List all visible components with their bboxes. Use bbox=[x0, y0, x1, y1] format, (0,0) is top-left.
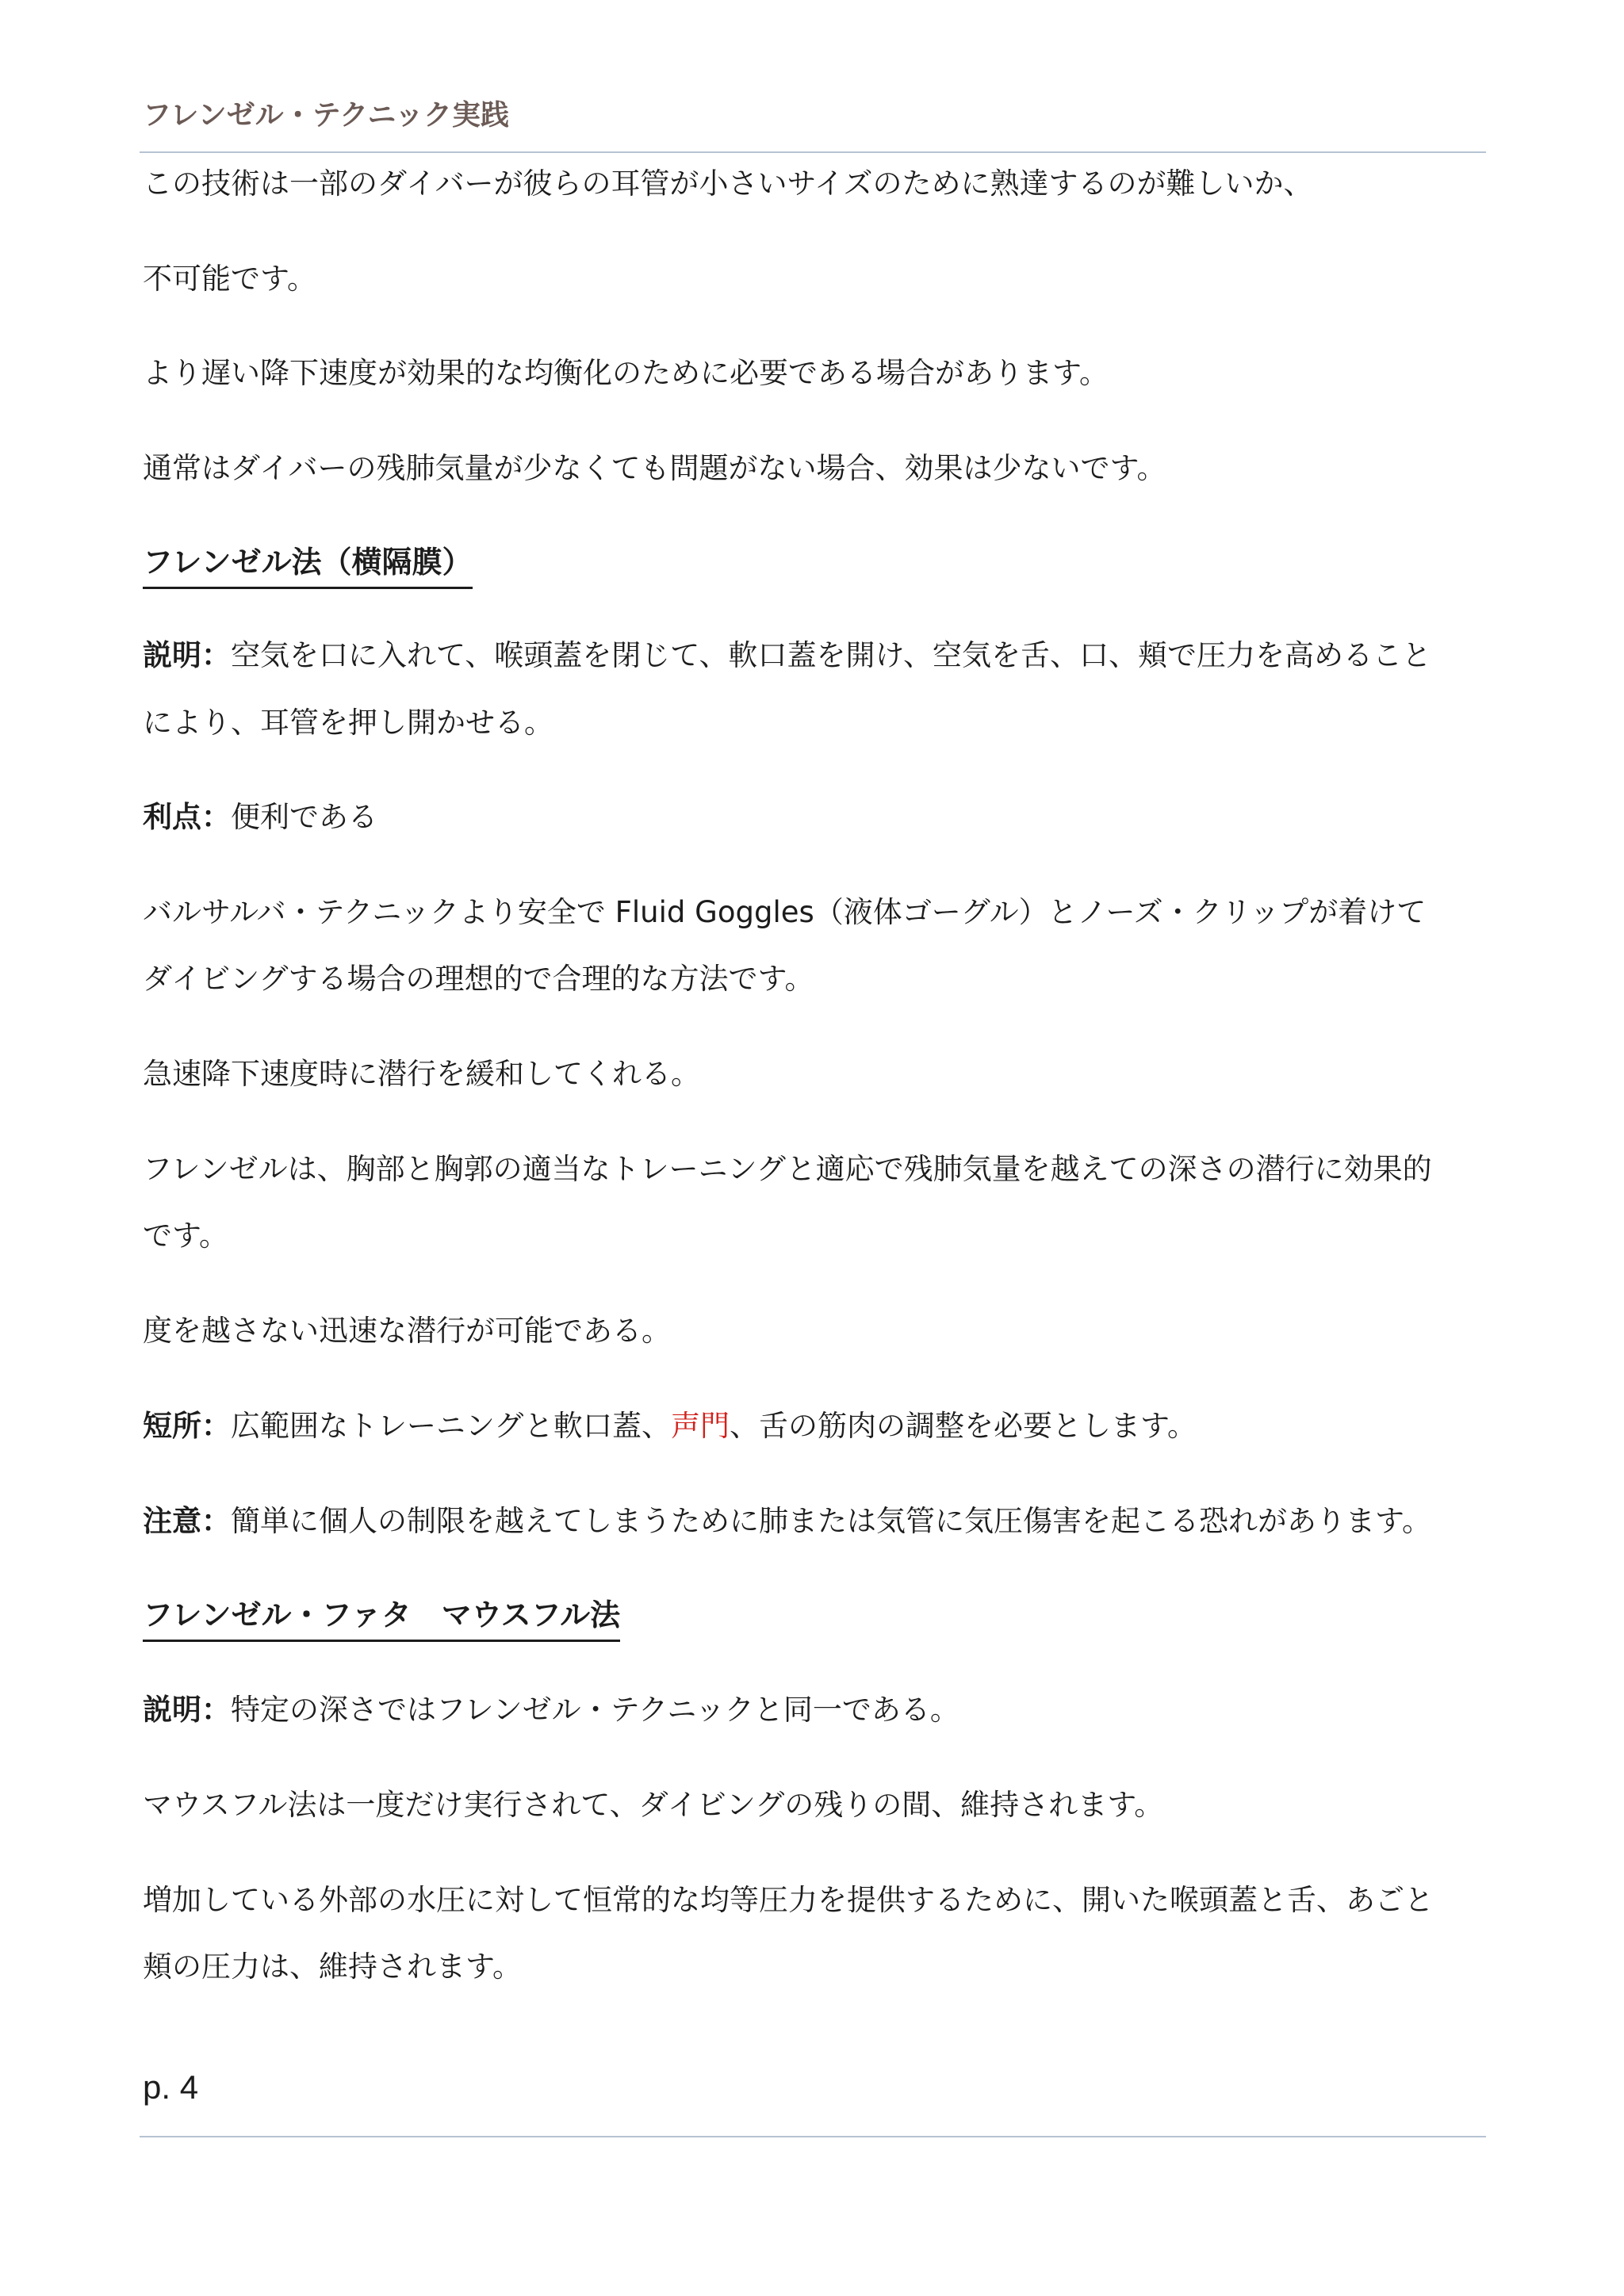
frenzel-paragraph-3-line-2: です。 bbox=[143, 1219, 229, 1253]
section-heading-mouthfill: フレンゼル・ファタ マウスフル法 bbox=[143, 1600, 620, 1642]
mouthfill-paragraph-2-line-1: 増加している外部の水圧に対して恒常的な均等圧力を提供するために、開いた喉頭蓋と舌、あごと bbox=[143, 1883, 1434, 1917]
mouthfill-paragraph-2-line-2: 頬の圧力は、維持されます。 bbox=[143, 1950, 523, 1984]
intro-line-2: 不可能です。 bbox=[143, 262, 317, 296]
caution-label: 注意： bbox=[143, 1504, 231, 1538]
frenzel-disadvantage bbox=[143, 1411, 1197, 1441]
frenzel-advantage bbox=[143, 802, 377, 832]
intro-line-4: 通常はダイバーの残肺気量が少なくても問題がない場合、効果は少ないです。 bbox=[143, 451, 1166, 485]
description-text: 特定の深さではフレンゼル・テクニックと同一である。 bbox=[231, 1693, 959, 1727]
frenzel-paragraph-1-line-2: ダイビングする場合の理想的で合理的な方法です。 bbox=[143, 962, 814, 996]
disadvantage-label: 短所： bbox=[143, 1409, 231, 1443]
frenzel-paragraph-4: 度を越さない迅速な潜行が可能である。 bbox=[143, 1314, 671, 1348]
mouthfill-paragraph-1: マウスフル法は一度だけ実行されて、ダイビングの残りの間、維持されます。 bbox=[143, 1788, 1164, 1822]
disadvantage-text-after: 、舌の筋肉の調整を必要とします。 bbox=[730, 1409, 1197, 1443]
running-header-title: フレンゼル・テクニック実践 bbox=[143, 99, 510, 132]
page-number: p. 4 bbox=[143, 2068, 199, 2106]
frenzel-paragraph-1-line-1: バルサルバ・テクニックより安全で Fluid Goggles（液体ゴーグル）とノーズ・クリップが着けて bbox=[143, 895, 1427, 929]
section-heading-frenzel: フレンゼル法（横隔膜） bbox=[143, 547, 473, 589]
caution-text: 簡単に個人の制限を越えてしまうために肺または気管に気圧傷害を起こる恐れがあります。 bbox=[231, 1504, 1432, 1538]
disadvantage-text-before: 広範囲なトレーニングと軟口蓋、 bbox=[231, 1409, 671, 1443]
glottis-highlight: 声門 bbox=[671, 1409, 730, 1443]
description-label: 説明： bbox=[143, 1693, 231, 1727]
mouthfill-description bbox=[143, 1693, 959, 1727]
intro-line-1: この技術は一部のダイバーが彼らの耳管が小さいサイズのために熟達するのが難しいか、 bbox=[143, 166, 1313, 201]
footer-divider bbox=[140, 2136, 1486, 2137]
description-label: 説明： bbox=[143, 638, 231, 672]
header-divider bbox=[140, 151, 1486, 153]
frenzel-description-continued: により、耳管を押し開かせる。 bbox=[143, 706, 553, 740]
advantage-label: 利点： bbox=[143, 800, 231, 834]
frenzel-caution bbox=[143, 1506, 1431, 1536]
description-text: 空気を口に入れて、喉頭蓋を閉じて、軟口蓋を開け、空気を舌、口、頬で圧力を高めること bbox=[231, 638, 1432, 672]
frenzel-description bbox=[143, 638, 1432, 672]
intro-line-3: より遅い降下速度が効果的な均衡化のために必要である場合があります。 bbox=[143, 356, 1109, 390]
frenzel-paragraph-3-line-1: フレンゼルは、胸部と胸郭の適当なトレーニングと適応で残肺気量を越えての深さの潜行に効果的 bbox=[143, 1152, 1432, 1186]
frenzel-paragraph-2: 急速降下速度時に潜行を緩和してくれる。 bbox=[143, 1057, 700, 1091]
advantage-text: 便利である bbox=[231, 800, 377, 834]
